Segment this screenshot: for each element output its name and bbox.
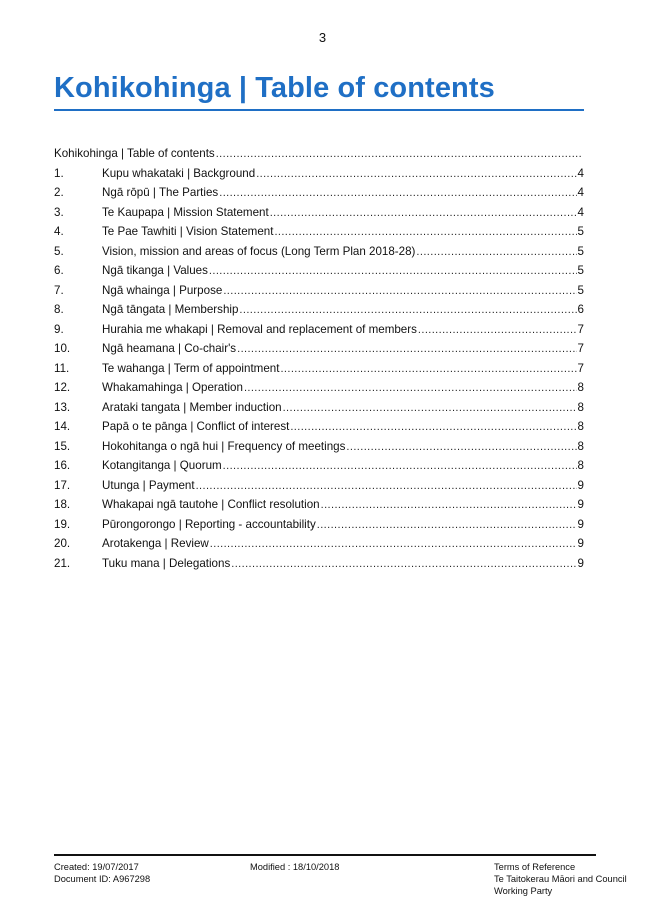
toc-entry-number: 10.	[54, 342, 71, 355]
toc-entry-title: Papā o te pānga | Conflict of interest	[102, 420, 290, 433]
toc-dot-leader	[210, 535, 577, 555]
toc-entry-title: Pūrongorongo | Reporting - accountability	[102, 517, 316, 531]
toc-entry-page: 9	[577, 556, 584, 570]
toc-entry-number: 16.	[54, 459, 71, 472]
toc-entry-title: Arotakenga | Review	[102, 537, 209, 550]
toc-entry-title: Te Pae Tawhiti | Vision Statement	[102, 225, 274, 238]
toc-dot-leader	[216, 145, 583, 165]
toc-dot-leader	[196, 477, 577, 497]
toc-entry-title: Whakapai ngā tautohe | Conflict resolution	[102, 498, 320, 511]
toc-entry-top[interactable]	[54, 144, 584, 164]
toc-entry-page: 8	[577, 459, 584, 472]
toc-dot-leader	[223, 282, 576, 302]
toc-entry-page: 5	[577, 244, 584, 258]
toc-entry-page: 8	[577, 439, 584, 453]
toc-dot-leader	[209, 262, 577, 282]
toc-dot-leader	[223, 457, 577, 477]
toc-dot-leader	[290, 418, 576, 438]
toc-entry-number: 4.	[54, 225, 64, 238]
toc-entry-title: Ngā tāngata | Membership	[102, 303, 239, 316]
toc-entry[interactable]	[54, 339, 584, 359]
toc-dot-leader	[270, 204, 577, 224]
toc-dot-leader	[321, 496, 577, 516]
toc-entry-page: 7	[577, 361, 584, 375]
toc-entry[interactable]	[54, 456, 584, 476]
toc-entry[interactable]	[54, 398, 584, 418]
toc-dot-leader	[219, 184, 576, 204]
toc-entry[interactable]	[54, 281, 584, 301]
toc-entry-page: 4	[577, 205, 584, 219]
footer-created: Created: 19/07/2017	[54, 862, 139, 872]
toc-dot-leader	[283, 399, 577, 419]
toc-entry-page: 9	[577, 517, 584, 531]
toc-entry-page: 5	[577, 225, 584, 238]
toc-entry-title: Kohikohinga | Table of contents	[54, 147, 215, 160]
footer-document-id: Document ID: A967298	[54, 874, 151, 885]
footer-right	[494, 861, 627, 898]
toc-entry[interactable]	[54, 261, 584, 281]
toc-entry[interactable]	[54, 554, 584, 574]
toc-dot-leader	[317, 516, 577, 536]
toc-entry-number: 20.	[54, 537, 71, 550]
toc-entry[interactable]	[54, 222, 584, 242]
toc-entry-page: 9	[577, 537, 584, 550]
toc-entry-title: Utunga | Payment	[102, 478, 195, 492]
toc-entry-page: 5	[577, 283, 584, 297]
toc-entry[interactable]	[54, 534, 584, 554]
toc-entry[interactable]	[54, 203, 584, 223]
toc-entry-page: 9	[577, 478, 584, 492]
toc-entry-number: 9.	[54, 322, 64, 336]
toc-entry[interactable]	[54, 242, 584, 262]
toc-entry-number: 14.	[54, 420, 71, 433]
toc-entry-page: 9	[577, 498, 584, 511]
toc-entry[interactable]	[54, 183, 584, 203]
toc-entry-number: 7.	[54, 283, 64, 297]
toc-entry[interactable]	[54, 515, 584, 535]
toc-entry-title: Tuku mana | Delegations	[102, 556, 231, 570]
toc-entry-number: 17.	[54, 478, 71, 492]
footer-rule	[54, 854, 596, 856]
toc-entry-page: 7	[577, 322, 584, 336]
toc-entry-title: Ngā whainga | Purpose	[102, 283, 223, 297]
toc-entry-number: 2.	[54, 186, 64, 199]
toc-entry-page: 7	[577, 342, 584, 355]
toc-dot-leader	[280, 360, 576, 380]
toc-entry-number: 11.	[54, 361, 70, 375]
toc-entry-number: 19.	[54, 517, 71, 531]
toc-dot-leader	[244, 379, 577, 399]
footer-group-line-1: Te Taitokerau Māori and Council	[494, 874, 627, 885]
footer-middle	[250, 861, 339, 873]
toc-entry[interactable]	[54, 164, 584, 184]
page-number: 3	[318, 30, 327, 45]
toc-entry-number: 1.	[54, 166, 64, 180]
toc-entry-number: 12.	[54, 381, 71, 394]
heading-underline	[54, 109, 584, 111]
toc-entry-title: Vision, mission and areas of focus (Long Term Plan 2018-28)	[102, 244, 416, 258]
toc-entry-title: Arataki tangata | Member induction	[102, 400, 282, 414]
toc-entry[interactable]	[54, 495, 584, 515]
toc-entry-number: 13.	[54, 400, 71, 414]
toc-entry[interactable]	[54, 437, 584, 457]
toc-entry-title: Ngā tikanga | Values	[102, 264, 208, 277]
footer-left	[54, 861, 150, 885]
toc-entry-title: Ngā heamana | Co-chair's	[102, 342, 237, 355]
toc-entry-number: 21.	[54, 556, 71, 570]
page-title: Kohikohinga | Table of contents	[54, 72, 495, 104]
toc-entry-title: Te wahanga | Term of appointment	[102, 361, 280, 375]
toc-dot-leader	[346, 438, 576, 458]
toc-entry-number: 3.	[54, 205, 64, 219]
toc-dot-leader	[237, 340, 576, 360]
toc-entry-number: 8.	[54, 303, 64, 316]
toc-entry-page: 8	[577, 400, 584, 414]
toc-entry-page: 8	[577, 420, 584, 433]
toc-entry-title: Whakamahinga | Operation	[102, 381, 243, 394]
footer-modified: Modified : 18/10/2018	[250, 862, 340, 872]
toc-entry-title: Kotangitanga | Quorum	[102, 459, 222, 472]
toc-entry-number: 5.	[54, 244, 64, 258]
footer-doc-type: Terms of Reference	[494, 862, 576, 872]
toc-dot-leader	[274, 223, 576, 243]
toc-entry[interactable]	[54, 300, 584, 320]
toc-entry-page: 4	[577, 166, 584, 180]
toc-entry-title: Ngā rōpū | The Parties	[102, 186, 219, 199]
toc-entry-page: 4	[577, 186, 584, 199]
footer-group-line-2: Working Party	[494, 886, 553, 897]
toc-dot-leader	[416, 243, 576, 263]
toc-entry[interactable]	[54, 359, 584, 379]
toc-dot-leader	[256, 165, 576, 185]
toc-entry-title: Te Kaupapa | Mission Statement	[102, 205, 269, 219]
toc-entry-title: Hokohitanga o ngā hui | Frequency of meetings	[102, 439, 346, 453]
toc-entry-page: 6	[577, 303, 584, 316]
toc-dot-leader	[418, 321, 577, 341]
toc-entry-number: 6.	[54, 264, 64, 277]
toc-entry[interactable]	[54, 378, 584, 398]
toc-entry-number: 18.	[54, 498, 71, 511]
toc-entry-page: 8	[577, 381, 584, 394]
toc-entry-title: Hurahia me whakapi | Removal and replacement of members	[102, 322, 417, 336]
toc-entry[interactable]	[54, 476, 584, 496]
toc-dot-leader	[231, 555, 576, 575]
toc-entry[interactable]	[54, 320, 584, 340]
toc-entry-title: Kupu whakataki | Background	[102, 166, 256, 180]
toc-entry[interactable]	[54, 417, 584, 437]
toc-dot-leader	[239, 301, 576, 321]
toc-entry-page: 5	[577, 264, 584, 277]
table-of-contents	[54, 144, 584, 573]
toc-entry-number: 15.	[54, 439, 71, 453]
